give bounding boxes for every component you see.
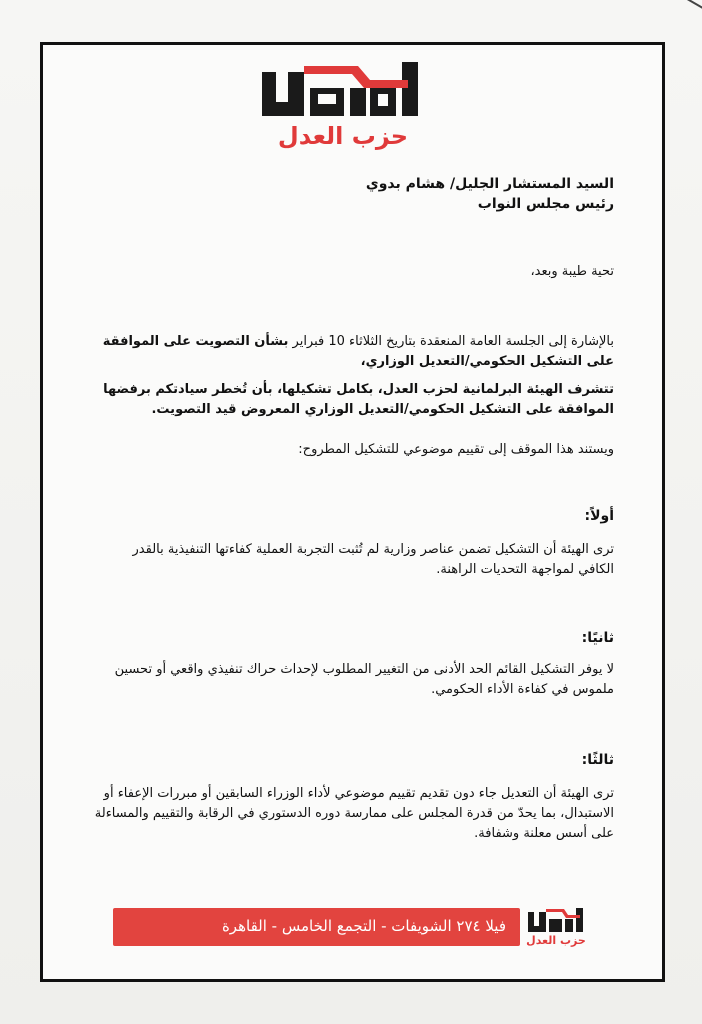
section-heading-first: أولاً: [584, 508, 614, 524]
section-body-first: ترى الهيئة أن التشكيل تضمن عناصر وزارية لم تُثبت التجربة العملية كفاءتها التنفيذية بالقدر الكافي لمواجهة التحديات الراهنة. [132, 542, 614, 577]
rejection-paragraph: تتشرف الهيئة البرلمانية لحزب العدل، بكامل تشكيلها، بأن تُخطر سيادتكم برفضها الموافقة على التشكيل الحكومي/التعديل الوزاري المعروض قيد التصويت. [103, 382, 614, 417]
greeting: تحية طيبة وبعد، [530, 264, 614, 279]
section-heading-third: ثالثًا: [581, 752, 614, 768]
party-name: حزب العدل [277, 122, 409, 150]
basis-paragraph: ويستند هذا الموقف إلى تقييم موضوعي للتشكيل المطروح: [298, 442, 614, 457]
addressee-name: السيد المستشار الجليل/ هشام بدوي [365, 176, 614, 192]
footer-address: فيلا ٢٧٤ الشويفات - التجمع الخامس - القاهرة [221, 917, 506, 935]
intro-paragraph-bold: بشأن التصويت على الموافقة على التشكيل الحكومي/التعديل الوزاري، [102, 334, 614, 369]
intro-paragraph [94, 332, 614, 372]
footer-address-bar [113, 908, 520, 946]
footer-party-name: حزب العدل [526, 934, 586, 947]
party-logo [258, 58, 428, 158]
logo-wordmark-icon [258, 58, 428, 120]
section-body-third: ترى الهيئة أن التعديل جاء دون تقديم تقييم موضوعي لأداء الوزراء السابقين أو مبررات الإعفاء أو الاستبدال، بما يحدّ من قدرة المجلس على ممارسة دوره الدستوري في الرقابة والتقييم والمساءلة على أسس معلنة وشفافة. [94, 786, 614, 841]
footer-logo [526, 906, 586, 948]
addressee-title: رئيس مجلس النواب [477, 196, 614, 212]
section-body-second: لا يوفر التشكيل القائم الحد الأدنى من التغيير المطلوب لإحداث حراك تنفيذي واقعي أو تحسين ملموس في كفاءة الأداء الحكومي. [114, 662, 614, 697]
intro-paragraph-normal: بالإشارة إلى الجلسة العامة المنعقدة بتاريخ الثلاثاء 10 فبراير [288, 334, 614, 349]
footer-logo-wordmark-icon [526, 906, 586, 934]
section-heading-second: ثانيًا: [581, 630, 614, 646]
